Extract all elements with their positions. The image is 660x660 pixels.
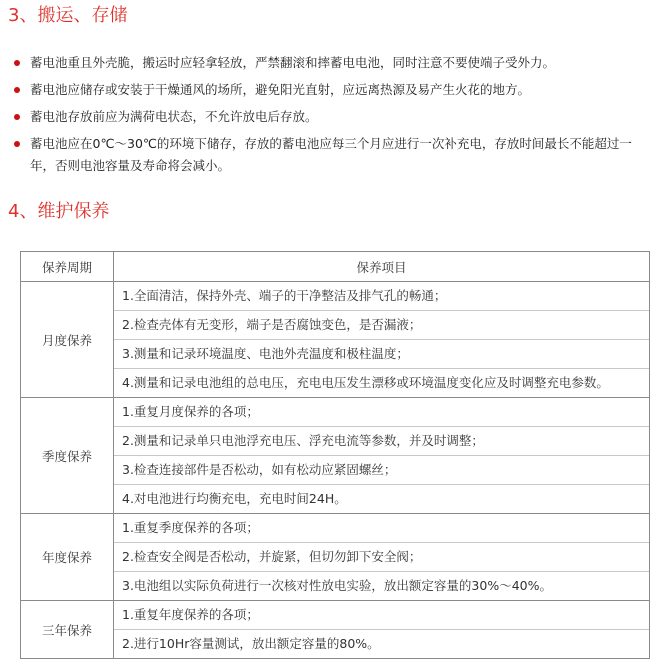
maintenance-item: 2.检查壳体有无变形，端子是否腐蚀变色，是否漏液； — [114, 311, 649, 340]
maintenance-item: 3.测量和记录环境温度、电池外壳温度和极柱温度； — [114, 340, 649, 369]
table-row — [21, 282, 650, 398]
storage-bullet-list — [12, 52, 652, 182]
items-cell — [114, 514, 650, 601]
maintenance-item: 3.电池组以实际负荷进行一次核对性放电实验，放出额定容量的30%～40%。 — [122, 578, 552, 593]
table-row — [21, 398, 650, 514]
maintenance-item: 4.对电池进行均衡充电，充电时间24H。 — [122, 491, 347, 506]
items-cell — [114, 601, 650, 659]
list-item — [12, 52, 652, 74]
period-cell: 季度保养 — [21, 398, 114, 514]
maintenance-item: 1.重复季度保养的各项； — [114, 514, 649, 543]
section-3-title: 3、搬运、存储 — [8, 5, 128, 26]
bullet-text: 蓄电池应在0℃～30℃的环境下储存，存放的蓄电池应每三个月应进行一次补充电，存放时间最长不能超过一年，否则电池容量及寿命将会减小。 — [30, 136, 632, 173]
maintenance-table — [20, 251, 650, 659]
bullet-text: 蓄电池重且外壳脆，搬运时应轻拿轻放，严禁翻滚和摔蓄电电池，同时注意不要使端子受外力。 — [30, 55, 556, 70]
bullet-text: 蓄电池应储存或安装于干燥通风的场所，避免阳光直射，应远离热源及易产生火花的地方。 — [30, 82, 531, 97]
maintenance-item: 1.重复年度保养的各项； — [114, 601, 649, 630]
table-row — [21, 601, 650, 659]
maintenance-item: 1.重复月度保养的各项； — [114, 398, 649, 427]
maintenance-item: 4.测量和记录电池组的总电压，充电电压发生漂移或环境温度变化应及时调整充电参数。 — [122, 375, 609, 390]
maintenance-item: 2.测量和记录单只电池浮充电压、浮充电流等参数，并及时调整； — [114, 427, 649, 456]
table-header-row — [21, 252, 650, 282]
bullet-dot-icon — [14, 114, 20, 120]
maintenance-item: 2.检查安全阀是否松动，并旋紧，但切勿卸下安全阀； — [114, 543, 649, 572]
list-item — [12, 106, 652, 128]
bullet-dot-icon — [14, 60, 20, 66]
items-cell — [114, 282, 650, 398]
header-period: 保养周期 — [21, 252, 114, 282]
period-cell: 年度保养 — [21, 514, 114, 601]
header-items: 保养项目 — [114, 252, 650, 282]
maintenance-item: 1.全面清洁，保持外壳、端子的干净整洁及排气孔的畅通； — [114, 282, 649, 311]
period-cell: 月度保养 — [21, 282, 114, 398]
bullet-text: 蓄电池存放前应为满荷电状态，不允许放电后存放。 — [30, 109, 318, 124]
bullet-dot-icon — [14, 87, 20, 93]
list-item — [12, 79, 652, 101]
section-4-title: 4、维护保养 — [8, 201, 110, 222]
maintenance-item: 2.进行10Hr容量测试，放出额定容量的80%。 — [122, 636, 380, 651]
period-cell: 三年保养 — [21, 601, 114, 659]
maintenance-item: 3.检查连接部件是否松动，如有松动应紧固螺丝； — [114, 456, 649, 485]
items-cell — [114, 398, 650, 514]
table-row — [21, 514, 650, 601]
list-item — [12, 133, 652, 177]
bullet-dot-icon — [14, 141, 20, 147]
